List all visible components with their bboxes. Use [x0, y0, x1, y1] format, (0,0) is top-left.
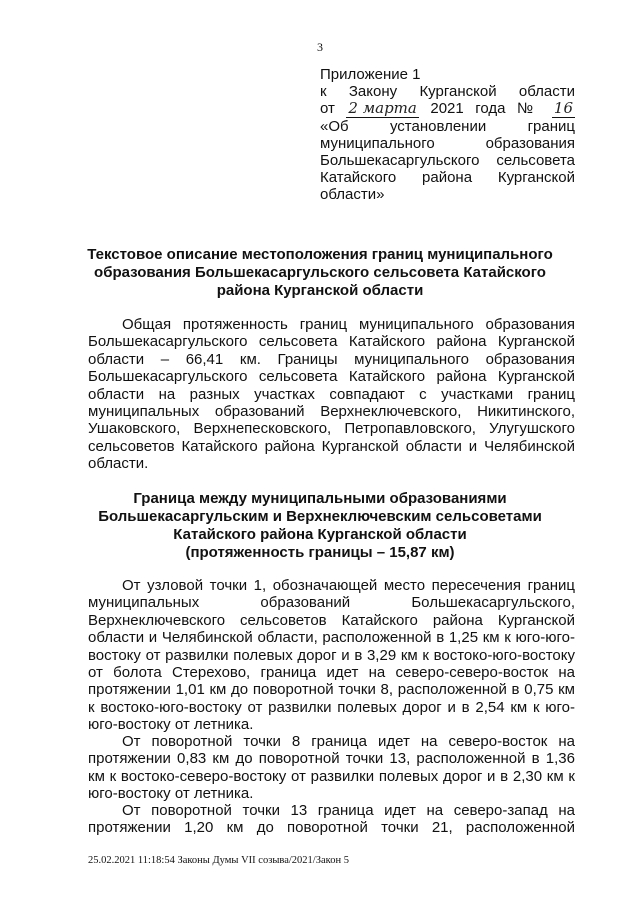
- appendix-line: Большекасаргульского сельсовета: [320, 152, 575, 169]
- intro-paragraph: Общая протяженность границ муниципального образования Большекасаргульского сельсовета Катайского района Курганской области – 66,41 км. Границы муниципального образования Большекасаргульского сельсовета Катайского района Курганской области на разных участках совпадают с участками границ муниципальных образований Верхнеключевского, Никитинского, Ушаковского, Верхнепесковского, Петропавловского, Улугушского сельсоветов Катайского района Курганской области и Челябинской области.: [88, 316, 575, 473]
- page-number: 3: [317, 40, 323, 54]
- section-title-text: Граница между муниципальными образованиями Большекасаргульским и Верхнеключевским сельсоветами Катайского района Курганской области: [98, 490, 542, 543]
- appendix-date-line: [320, 100, 575, 118]
- appendix-block: [320, 66, 575, 203]
- appendix-date-middle: 2021 года №: [430, 100, 541, 117]
- section-length: (протяженность границы – 15,87 км): [185, 544, 455, 561]
- handwritten-number: 16: [553, 99, 573, 117]
- appendix-line: Катайского района Курганской: [320, 169, 575, 186]
- paragraph: От поворотной точки 13 граница идет на северо-запад на протяжении 1,20 км до поворотной точки 21, расположенной: [88, 802, 575, 837]
- document-title: Текстовое описание местоположения границ муниципального образования Большекасаргульского сельсовета Катайского района Курганской области: [87, 246, 553, 299]
- appendix-line: к Закону Курганской области: [320, 83, 575, 100]
- paragraph: От узловой точки 1, обозначающей место пересечения границ муниципальных образований Большекасаргульского, Верхнеключевского сельсоветов Катайского района Курганской области и Челябинской области, расположенной в 1,25 км к юго-юго-востоку от развилки полевых дорог и в 3,29 км к востоко-юго-востоку от болота Стерехово, граница идет на северо-северо-восток на протяжении 1,01 км до поворотной точки 8, расположенной в 0,75 км к востоко-юго-востоку от развилки полевых дорог и в 2,54 км к юго-юго-востоку от летника.: [88, 577, 575, 734]
- appendix-line: муниципального образования: [320, 135, 575, 152]
- appendix-date-prefix: от: [320, 100, 335, 117]
- footer-meta: 25.02.2021 11:18:54 Законы Думы VII созыва/2021/Закон 5: [88, 855, 349, 866]
- appendix-line: Приложение 1: [320, 66, 421, 83]
- section-title: [70, 490, 570, 562]
- appendix-line: «Об установлении границ: [320, 118, 575, 135]
- paragraph: От поворотной точки 8 граница идет на северо-восток на протяжении 0,83 км до поворотной точки 13, расположенной в 1,36 км к востоко-северо-востоку от развилки полевых дорог и в 2,30 км к юго-востоку от летника.: [88, 733, 575, 803]
- handwritten-date: 2 марта: [348, 99, 417, 117]
- appendix-line: области»: [320, 186, 385, 203]
